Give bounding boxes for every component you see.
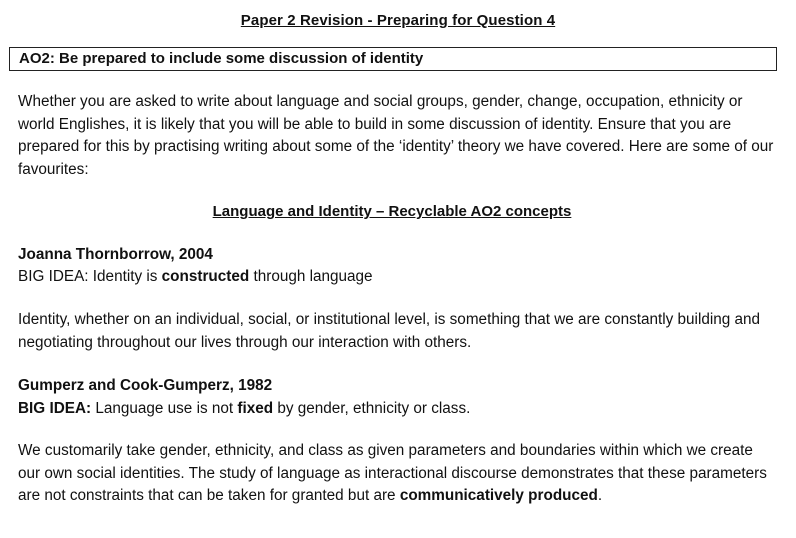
section-subtitle: Language and Identity – Recyclable AO2 concepts	[212, 203, 572, 220]
gumperz-big-idea-prefix: Language use is not	[91, 400, 238, 417]
thornborrow-big-idea-bold: constructed	[161, 268, 250, 285]
thornborrow-body: Identity, whether on an individual, social, or institutional level, is something that we are constantly building and negotiating throughout our lives through our interaction with others.	[18, 311, 761, 351]
thornborrow-heading: Joanna Thornborrow, 2004	[18, 246, 213, 263]
gumperz-body-suffix: .	[597, 487, 603, 504]
thornborrow-big-idea-prefix: BIG IDEA: Identity is	[18, 268, 162, 285]
gumperz-heading: Gumperz and Cook-Gumperz, 1982	[18, 377, 273, 394]
gumperz-body-prefix: We customarily take gender, ethnicity, and class as given parameters and boundaries within which we create our own social identities. The study of language as interactional discourse demonstrates that these parameters are not constraints that can be taken for granted but are	[18, 442, 767, 504]
ao2-box-text: AO2: Be prepared to include some discussion of identity	[19, 50, 424, 67]
gumperz-big-idea-label: BIG IDEA:	[18, 400, 92, 417]
gumperz-body	[18, 440, 778, 508]
ao2-box	[9, 47, 777, 71]
thornborrow-big-idea	[18, 266, 778, 289]
gumperz-big-idea	[18, 398, 778, 421]
gumperz-body-bold: communicatively produced	[399, 487, 598, 504]
page-title: Paper 2 Revision - Preparing for Question 4	[240, 12, 556, 29]
intro-paragraph: Whether you are asked to write about language and social groups, gender, change, occupation, ethnicity or world Englishes, it is likely that you will be able to build in some discussion of identity. Ensure that you are prepared for this by practising writing about some of the ‘identity’ theory we have covered. Here are some of our favourites:	[18, 93, 774, 178]
thornborrow-big-idea-suffix: through language	[249, 268, 373, 285]
gumperz-big-idea-suffix: by gender, ethnicity or class.	[273, 400, 471, 417]
gumperz-big-idea-bold: fixed	[237, 400, 274, 417]
